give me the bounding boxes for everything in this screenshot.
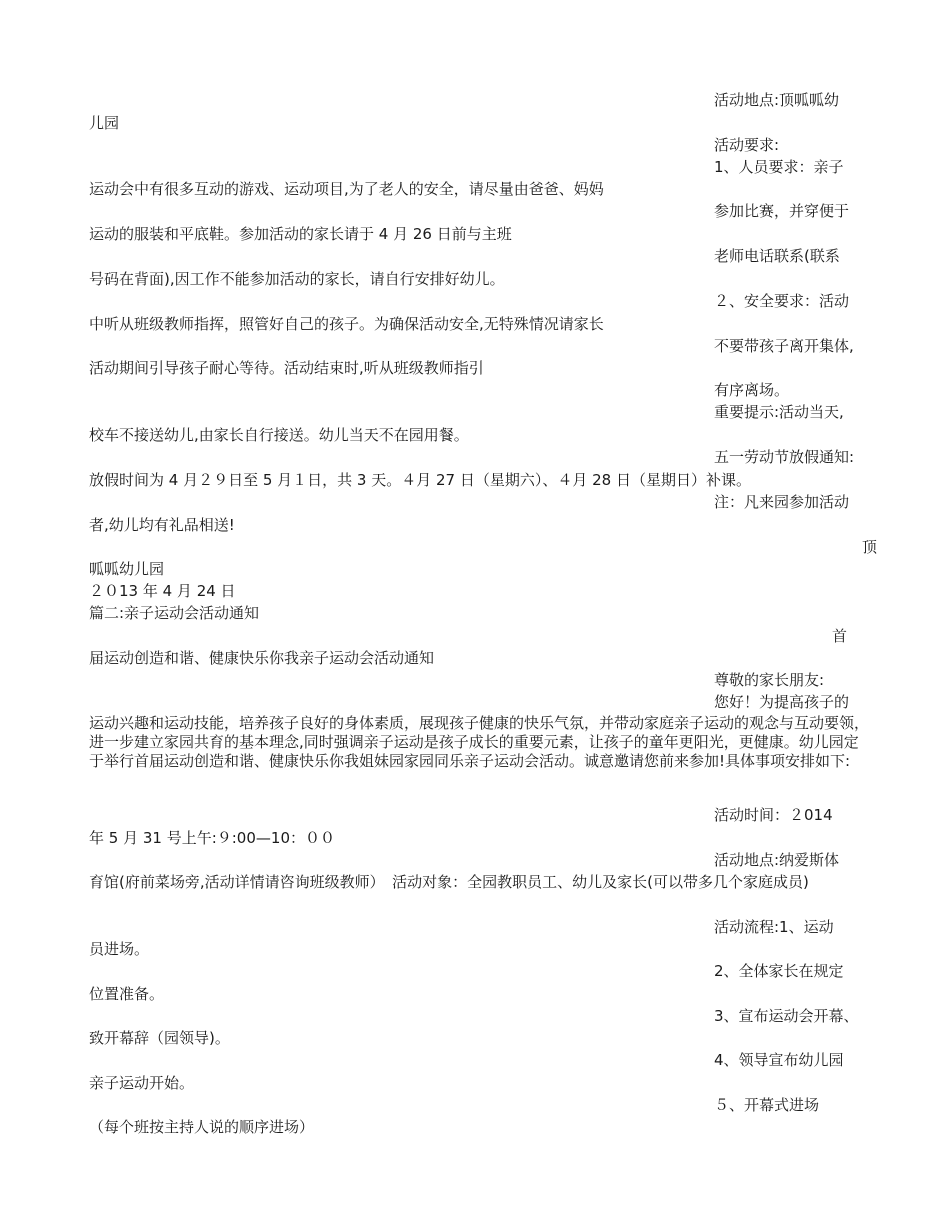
text-line: ２０13 年 4 月 24 日 [89,582,236,600]
text-line: 运动的服装和平底鞋。参加活动的家长请于 4 月 26 日前与主班 [89,225,512,243]
text-line: 呱呱幼儿园 [89,560,165,578]
text-line: 2、全体家长在规定 [714,962,844,980]
text-line: 致开幕辞（园领导)。 [89,1029,230,1047]
text-line: 中听从班级教师指挥，照管好自己的孩子。为确保活动安全,无特殊情况请家长 [89,315,604,333]
text-line: 位置准备。 [89,985,165,1003]
text-line: 老师电话联系(联系 [714,247,840,265]
text-line: 五一劳动节放假通知: [714,448,855,466]
body-paragraph: 运动兴趣和运动技能，培养孩子良好的身体素质，展现孩子健康的快乐气氛，并带动家庭亲子运动的观念与互动要领，进一步建立家园共育的基本理念,同时强调亲子运动是孩子成长的重要元素，让孩子的童年更阳光，更健康。幼儿园定于举行首届运动创造和谐、健康快乐你我姐妹园家园同乐亲子运动会活动。诚意邀请您前来参加!具体事项安排如下: [89,714,870,770]
text-line: ２、安全要求：活动 [714,292,850,310]
text-line: 1、人员要求：亲子 [714,158,844,176]
text-line: 者,幼儿均有礼品相送! [89,516,235,534]
text-line: 活动时间：２014 [714,806,833,824]
text-line: 活动期间引导孩子耐心等待。活动结束时,听从班级教师指引 [89,359,484,377]
text-line: 尊敬的家长朋友: [714,671,825,689]
text-line: 重要提示:活动当天, [714,403,844,421]
text-line: ５、开幕式进场 [714,1096,820,1114]
text-line: 员进场。 [89,940,150,958]
text-line: 有序离场。 [714,381,790,399]
text-line: 首 [832,627,848,645]
text-line: 活动流程:1、运动 [714,918,834,936]
text-line: 3、宣布运动会开幕、 [714,1007,859,1025]
text-line: 您好！为提高孩子的 [714,693,850,711]
text-line: 参加比赛，并穿便于 [714,202,850,220]
text-line: 育馆(府前菜场旁,活动详情请咨询班级教师） 活动对象：全园教职员工、幼儿及家长(可以带多几个家庭成员) [89,873,809,891]
text-line: 活动要求: [714,136,780,154]
text-line: 活动地点:顶呱呱幼 [714,91,840,109]
text-line: 校车不接送幼儿,由家长自行接送。幼儿当天不在园用餐。 [89,426,469,444]
text-line: （每个班按主持人说的顺序进场） [89,1118,315,1136]
section-heading: 篇二:亲子运动会活动通知 [89,604,260,622]
text-line: 亲子运动开始。 [89,1074,195,1092]
text-line: 儿园 [89,114,120,132]
text-line: 放假时间为 4 月２９日至 5 月１日，共 3 天。４月 27 日（星期六）、４月 28 日（星期日）补课。 [89,471,751,489]
text-line: 运动会中有很多互动的游戏、运动项目,为了老人的安全，请尽量由爸爸、妈妈 [89,180,604,198]
text-line: 年 5 月 31 号上午:９:00—10：００ [89,829,335,847]
text-line: 4、领导宣布幼儿园 [714,1051,844,1069]
text-line: 顶 [862,538,878,556]
text-line: 活动地点:纳爱斯体 [714,851,840,869]
text-line: 届运动创造和谐、健康快乐你我亲子运动会活动通知 [89,649,435,667]
text-line: 不要带孩子离开集体, [714,337,854,355]
text-line: 号码在背面),因工作不能参加活动的家长，请自行安排好幼儿。 [89,270,505,288]
text-line: 注：凡来园参加活动 [714,493,850,511]
